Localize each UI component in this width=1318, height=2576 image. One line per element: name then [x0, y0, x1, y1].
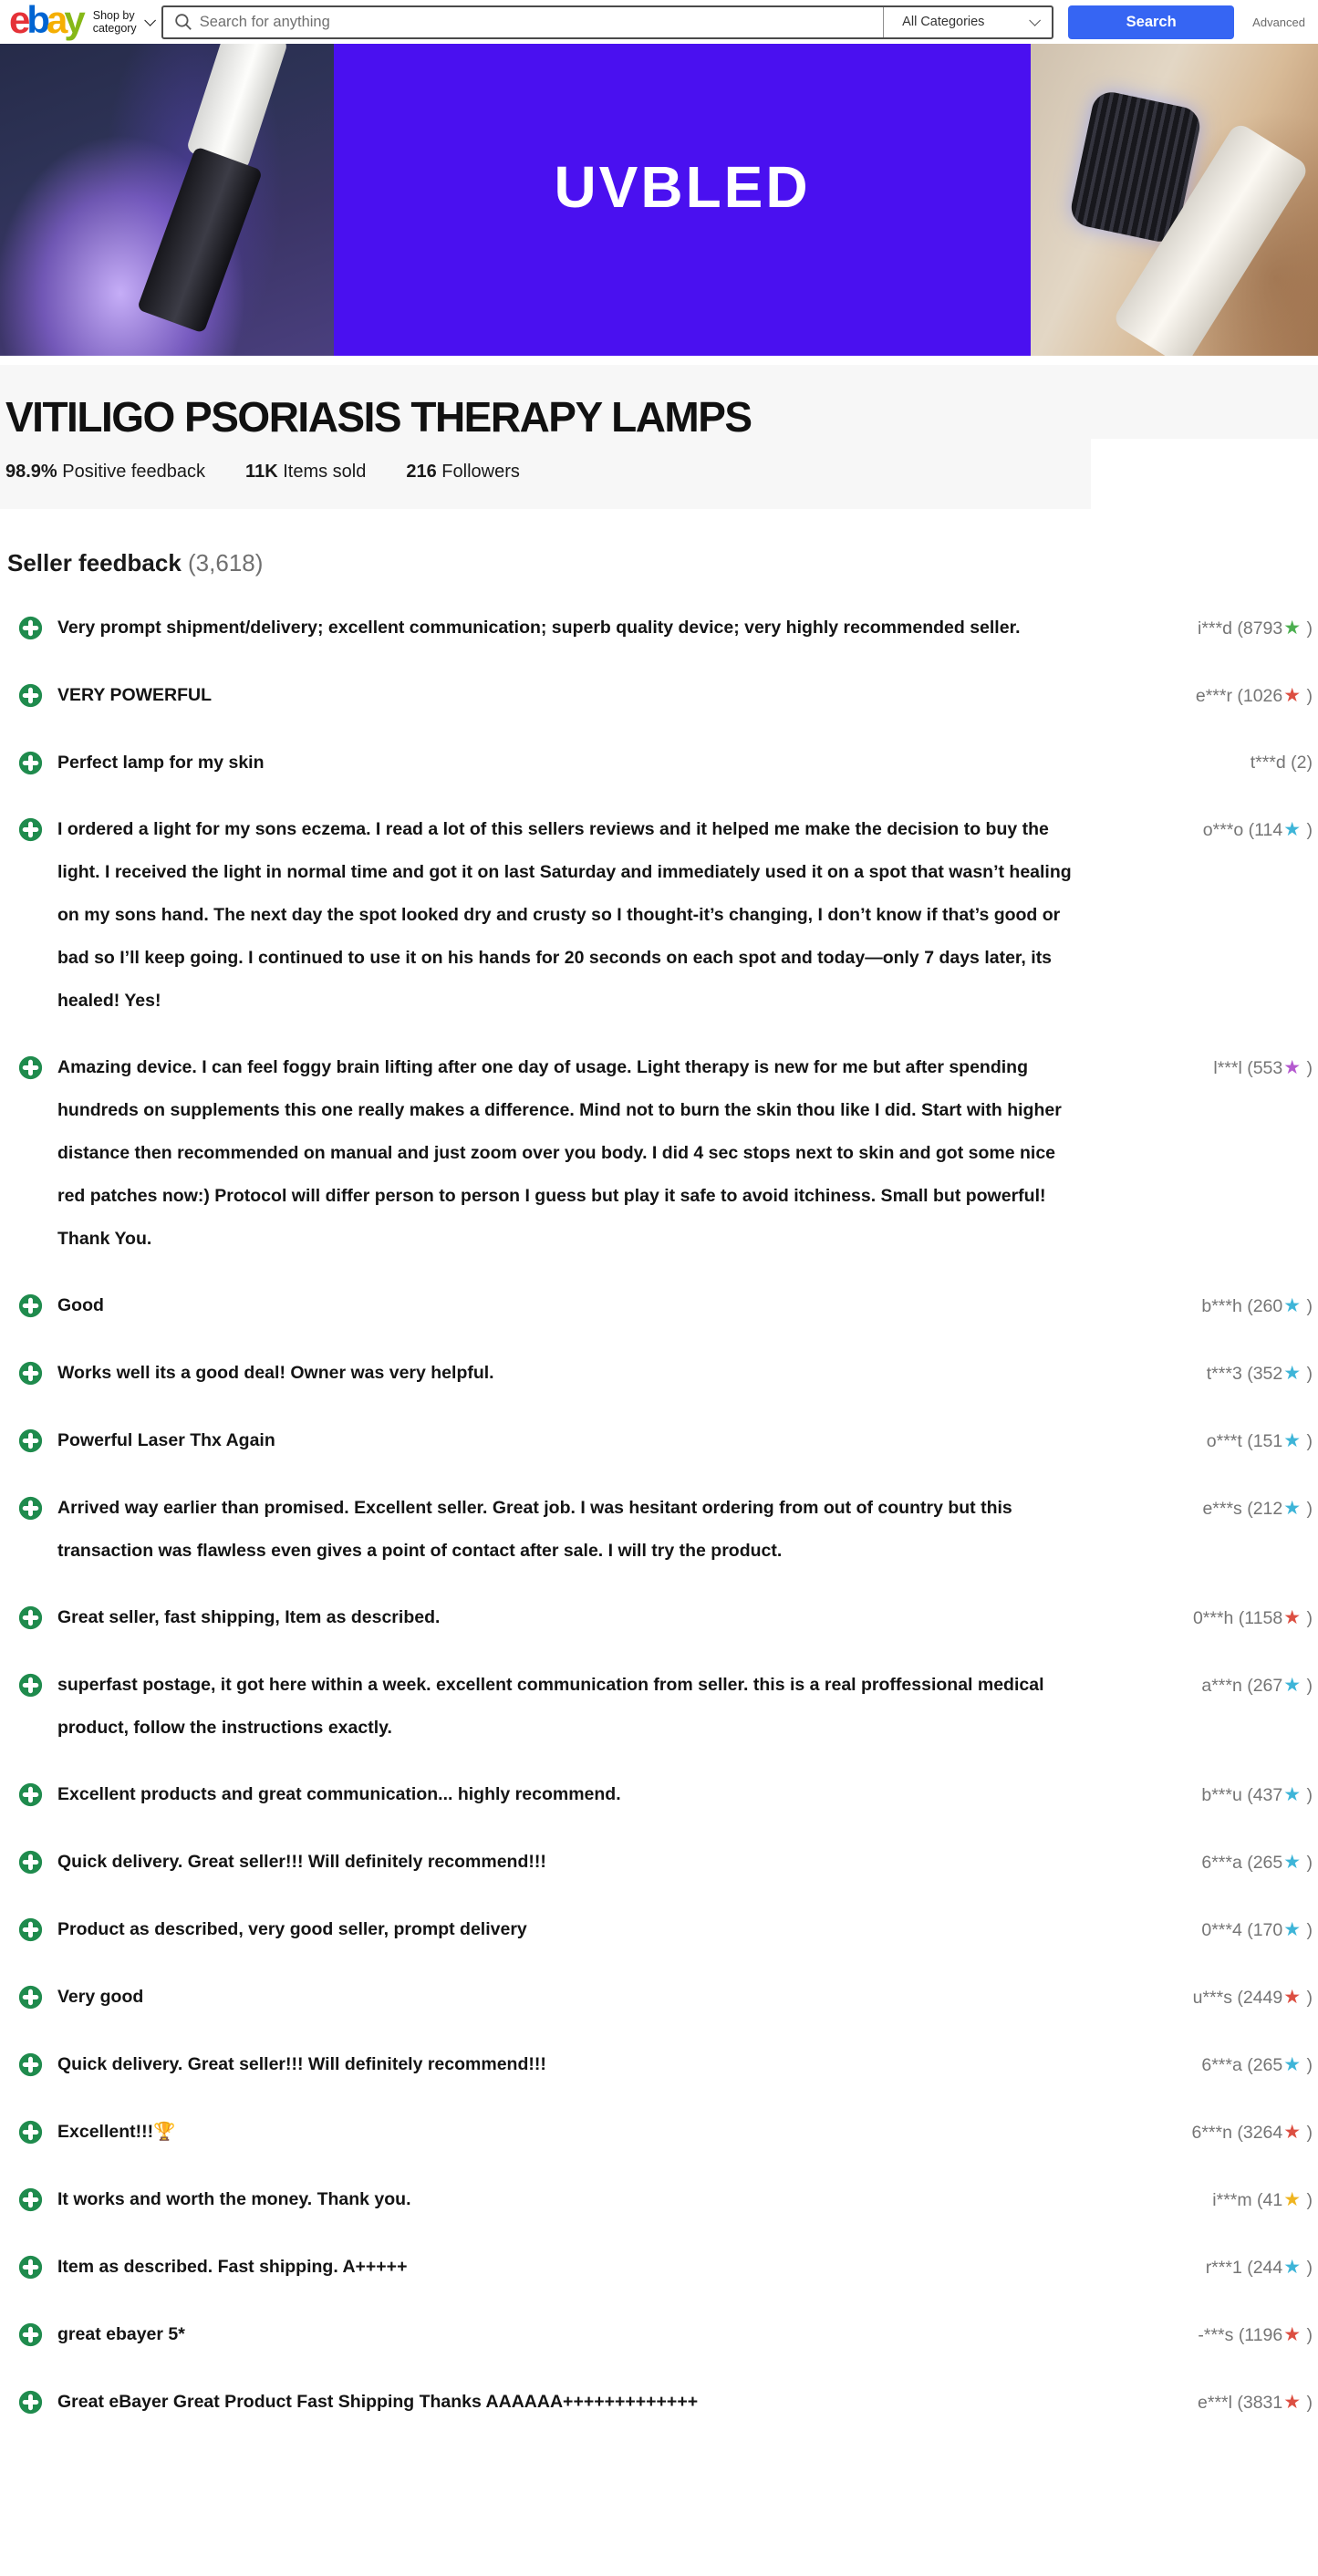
feedback-close-paren: ): [1306, 753, 1313, 773]
feedback-text: Very good: [57, 1987, 144, 2007]
seller-feedback-heading: [7, 549, 1318, 577]
feedback-text: Amazing device. I can feel foggy brain lifting after one day of usage. Light therapy is new for me but after spending hundreds on supplements this one really makes a difference. Mind not to burn the skin thou like I did. Start with higher distance then recommended on manual and just zoom over you body. I did 4 sec stops next to skin and got some nice red patches now:) Protocol will differ person to person I guess but play it safe to avoid itchiness. Small but powerful! Thank You.: [57, 1057, 1062, 1249]
positive-feedback-icon: [18, 1850, 43, 1875]
feedback-user-name: a***n (267: [1201, 1676, 1283, 1696]
items-sold-value: 11K: [245, 462, 278, 482]
shop-by-line1: Shop by: [92, 9, 135, 22]
feedback-star-icon: ★: [1283, 1987, 1302, 2008]
feedback-star-icon: ★: [1283, 1498, 1302, 1519]
top-nav-bar: [0, 0, 1318, 44]
feedback-list: [0, 607, 1318, 2425]
feedback-user[interactable]: [1201, 1664, 1313, 1708]
positive-feedback-icon: [18, 751, 43, 775]
feedback-row: [18, 674, 1313, 718]
feedback-row: [18, 1841, 1313, 1885]
logo-letter-y: y: [64, 0, 82, 41]
followers-stat: [406, 462, 520, 483]
banner-left-photo: [0, 44, 334, 356]
feedback-star-icon: ★: [1283, 819, 1302, 840]
feedback-user-name: e***r (1026: [1195, 686, 1283, 706]
feedback-user-name: -***s (1196: [1198, 2325, 1283, 2345]
followers-label: Followers: [441, 462, 520, 482]
feedback-row: [18, 1487, 1313, 1573]
feedback-text: Great seller, fast shipping, Item as described.: [57, 1607, 441, 1627]
banner-right-photo: [1031, 44, 1318, 356]
feedback-user-name: u***s (2449: [1192, 1988, 1283, 2008]
positive-feedback-icon: [18, 2052, 43, 2077]
feedback-row: [18, 2381, 1313, 2425]
search-button[interactable]: Search: [1068, 5, 1234, 39]
feedback-row: [18, 1773, 1313, 1817]
feedback-text: Works well its a good deal! Owner was very helpful.: [57, 1363, 494, 1383]
positive-feedback-icon: [18, 1361, 43, 1386]
feedback-close-paren: ): [1302, 1364, 1313, 1384]
feedback-user[interactable]: [1193, 1976, 1313, 2020]
positive-feedback-icon: [18, 1782, 43, 1807]
feedback-row: [18, 1419, 1313, 1463]
feedback-star-icon: ★: [1283, 1852, 1302, 1873]
feedback-row: [18, 2043, 1313, 2087]
feedback-text: Quick delivery. Great seller!!! Will definitely recommend!!!: [57, 2054, 546, 2074]
positive-feedback-icon: [18, 2390, 43, 2415]
followers-value: 216: [406, 462, 437, 482]
feedback-close-paren: ): [1302, 1785, 1313, 1805]
positive-feedback-icon: [18, 1496, 43, 1521]
positive-feedback-icon: [18, 817, 43, 842]
feedback-user[interactable]: [1201, 1773, 1313, 1817]
positive-feedback-icon: [18, 2187, 43, 2212]
chevron-down-icon: [144, 15, 156, 26]
feedback-user[interactable]: [1206, 2246, 1313, 2290]
feedback-user-name: 6***a (265: [1201, 2055, 1283, 2075]
feedback-user-name: 0***4 (170: [1201, 1920, 1283, 1940]
search-input[interactable]: [200, 14, 883, 31]
feedback-star-icon: ★: [1283, 618, 1302, 639]
chevron-down-icon: [1029, 15, 1041, 26]
feedback-star-icon: ★: [1283, 2324, 1302, 2345]
feedback-row: [18, 1046, 1313, 1261]
feedback-star-icon: ★: [1283, 2189, 1302, 2210]
feedback-user-name: r***1 (244: [1205, 2258, 1283, 2278]
positive-feedback-icon: [18, 1673, 43, 1698]
positive-feedback-icon: [18, 683, 43, 708]
feedback-text: great ebayer 5*: [57, 2324, 185, 2344]
feedback-row: [18, 1352, 1313, 1396]
feedback-user-name: b***u (437: [1201, 1785, 1283, 1805]
feedback-row: [18, 1664, 1313, 1750]
feedback-row: [18, 1284, 1313, 1328]
feedback-user-name: 0***h (1158: [1192, 1608, 1283, 1628]
store-header: [0, 365, 1318, 509]
feedback-star-icon: ★: [1283, 1295, 1302, 1316]
feedback-user[interactable]: [1192, 2111, 1313, 2155]
feedback-text: Excellent!!!🏆: [57, 2122, 176, 2142]
feedback-close-paren: ): [1302, 1499, 1313, 1519]
feedback-star-icon: ★: [1283, 1784, 1302, 1805]
feedback-star-icon: ★: [1283, 1057, 1302, 1078]
uv-device-body: [137, 146, 263, 333]
feedback-text: It works and worth the money. Thank you.: [57, 2189, 411, 2209]
feedback-user-name: 6***a (265: [1201, 1853, 1283, 1873]
feedback-user[interactable]: [1201, 1908, 1313, 1952]
feedback-star-icon: ★: [1283, 2054, 1302, 2075]
feedback-text: Good: [57, 1295, 104, 1315]
feedback-user[interactable]: [1251, 742, 1313, 784]
positive-feedback-stat: [5, 462, 205, 483]
positive-feedback-icon: [18, 2255, 43, 2280]
feedback-row: [18, 1976, 1313, 2020]
feedback-user[interactable]: [1213, 1046, 1313, 1090]
category-dropdown[interactable]: [883, 7, 1052, 37]
ebay-logo[interactable]: [9, 0, 82, 41]
advanced-search-link[interactable]: Advanced: [1252, 15, 1305, 29]
feedback-star-icon: ★: [1283, 1919, 1302, 1940]
feedback-user[interactable]: [1201, 1284, 1313, 1328]
feedback-text: Quick delivery. Great seller!!! Will definitely recommend!!!: [57, 1852, 546, 1872]
feedback-user[interactable]: [1212, 2178, 1313, 2222]
feedback-close-paren: ): [1302, 1058, 1313, 1078]
feedback-user-name: o***t (151: [1206, 1431, 1283, 1451]
feedback-user[interactable]: [1201, 2043, 1313, 2087]
feedback-row: [18, 1908, 1313, 1952]
feedback-close-paren: ): [1302, 2258, 1313, 2278]
banner-brand-panel: [334, 44, 1031, 356]
feedback-close-paren: ): [1302, 1608, 1313, 1628]
feedback-row: [18, 2313, 1313, 2357]
feedback-user[interactable]: [1207, 1419, 1313, 1463]
feedback-close-paren: ): [1302, 2123, 1313, 2143]
feedback-user[interactable]: [1207, 1352, 1313, 1396]
positive-feedback-icon: [18, 616, 43, 640]
seller-feedback-title: Seller feedback: [7, 549, 182, 576]
items-sold-label: Items sold: [283, 462, 367, 482]
feedback-close-paren: ): [1302, 1920, 1313, 1940]
shop-by-line2: category: [92, 22, 137, 35]
feedback-user[interactable]: [1198, 2313, 1313, 2357]
feedback-user[interactable]: [1202, 1487, 1313, 1531]
feedback-row: [18, 2178, 1313, 2222]
feedback-user-name: t***3 (352: [1206, 1364, 1283, 1384]
feedback-close-paren: ): [1302, 2393, 1313, 2413]
feedback-star-icon: ★: [1283, 1607, 1302, 1628]
feedback-text: superfast postage, it got here within a week. excellent communication from seller. this is a real proffessional medical product, follow the instructions exactly.: [57, 1675, 1044, 1738]
store-title: VITILIGO PSORIASIS THERAPY LAMPS: [5, 393, 752, 441]
positive-feedback-icon: [18, 1428, 43, 1453]
feedback-text: Very prompt shipment/delivery; excellent communication; superb quality device; very highly recommended seller.: [57, 618, 1021, 638]
background-step: [1091, 439, 1318, 509]
feedback-close-paren: ): [1302, 2190, 1313, 2210]
feedback-user-name: e***s (212: [1202, 1499, 1283, 1519]
feedback-user[interactable]: [1193, 1596, 1313, 1640]
feedback-star-icon: ★: [1283, 2392, 1302, 2413]
feedback-row: [18, 808, 1313, 1023]
positive-feedback-icon: [18, 2322, 43, 2347]
feedback-text: VERY POWERFUL: [57, 685, 213, 705]
feedback-user-name: t***d (2: [1250, 753, 1307, 773]
feedback-user-name: 6***n (3264: [1191, 2123, 1283, 2143]
positive-feedback-icon: [18, 1055, 43, 1080]
feedback-row: [18, 2246, 1313, 2290]
feedback-user-name: l***l (553: [1213, 1058, 1283, 1078]
logo-letter-b: b: [26, 0, 47, 41]
feedback-text: Powerful Laser Thx Again: [57, 1430, 275, 1450]
feedback-text: Great eBayer Great Product Fast Shipping Thanks AAAAAA+++++++++++++: [57, 2392, 699, 2412]
feedback-user[interactable]: [1203, 808, 1313, 852]
feedback-row: [18, 607, 1313, 650]
store-banner: [0, 44, 1318, 356]
logo-letter-e: e: [9, 0, 27, 41]
items-sold-stat: [245, 462, 366, 483]
feedback-text: Excellent products and great communication... highly recommend.: [57, 1784, 621, 1804]
feedback-user-name: i***m (41: [1212, 2190, 1283, 2210]
feedback-close-paren: ): [1302, 2055, 1313, 2075]
feedback-user-name: b***h (260: [1201, 1296, 1283, 1316]
feedback-user-name: e***l (3831: [1198, 2393, 1283, 2413]
feedback-close-paren: ): [1302, 1296, 1313, 1316]
feedback-close-paren: ): [1302, 1431, 1313, 1451]
feedback-close-paren: ): [1302, 618, 1313, 639]
feedback-user[interactable]: [1201, 1841, 1313, 1885]
positive-feedback-icon: [18, 1985, 43, 2010]
positive-feedback-icon: [18, 1917, 43, 1942]
positive-feedback-value: 98.9%: [5, 462, 57, 482]
feedback-row: [18, 1596, 1313, 1640]
feedback-text: I ordered a light for my sons eczema. I read a lot of this sellers reviews and it helped me make the decision to buy the light. I received the light in normal time and got it on last Saturday and immediately used it on a spot that wasn’t healing on my sons hand. The next day the spot looked dry and crusty so I thought-it’s changing, I don’t know if that’s good or bad so I’ll keep going. I continued to use it on his hands for 20 seconds on each spot and today—only 7 days later, its healed! Yes!: [57, 819, 1072, 1011]
feedback-user-name: i***d (8793: [1198, 618, 1283, 639]
feedback-star-icon: ★: [1283, 1675, 1302, 1696]
feedback-close-paren: ): [1302, 820, 1313, 840]
feedback-user-name: o***o (114: [1202, 820, 1283, 840]
feedback-row: [18, 742, 1313, 784]
feedback-close-paren: ): [1302, 686, 1313, 706]
brand-name: UVBLED: [554, 154, 811, 220]
seller-feedback-count: (3,618): [188, 549, 264, 576]
feedback-star-icon: ★: [1283, 1430, 1302, 1451]
feedback-star-icon: ★: [1283, 685, 1302, 706]
feedback-close-paren: ): [1302, 1853, 1313, 1873]
search-bar: [161, 5, 1053, 39]
feedback-close-paren: ): [1302, 2325, 1313, 2345]
positive-feedback-label: Positive feedback: [62, 462, 206, 482]
feedback-text: Item as described. Fast shipping. A+++++: [57, 2257, 408, 2277]
feedback-text: Perfect lamp for my skin: [57, 753, 265, 773]
feedback-user[interactable]: [1198, 2381, 1313, 2425]
feedback-row: [18, 2111, 1313, 2155]
feedback-user[interactable]: [1198, 607, 1313, 650]
feedback-close-paren: ): [1302, 1676, 1313, 1696]
category-dropdown-label: All Categories: [902, 15, 985, 29]
feedback-star-icon: ★: [1283, 1363, 1302, 1384]
positive-feedback-icon: [18, 2120, 43, 2145]
feedback-text: Product as described, very good seller, prompt delivery: [57, 1919, 527, 1939]
positive-feedback-icon: [18, 1293, 43, 1318]
logo-letter-a: a: [47, 0, 65, 41]
feedback-star-icon: ★: [1283, 2257, 1302, 2278]
feedback-star-icon: ★: [1283, 2122, 1302, 2143]
feedback-close-paren: ): [1302, 1988, 1313, 2008]
shop-by-category-button[interactable]: [93, 9, 152, 35]
search-icon: [174, 13, 192, 31]
feedback-user[interactable]: [1196, 674, 1313, 718]
positive-feedback-icon: [18, 1605, 43, 1630]
feedback-text: Arrived way earlier than promised. Excellent seller. Great job. I was hesitant ordering from out of country but this transaction was flawless even gives a point of contact after sale. I will try the product.: [57, 1498, 1012, 1561]
